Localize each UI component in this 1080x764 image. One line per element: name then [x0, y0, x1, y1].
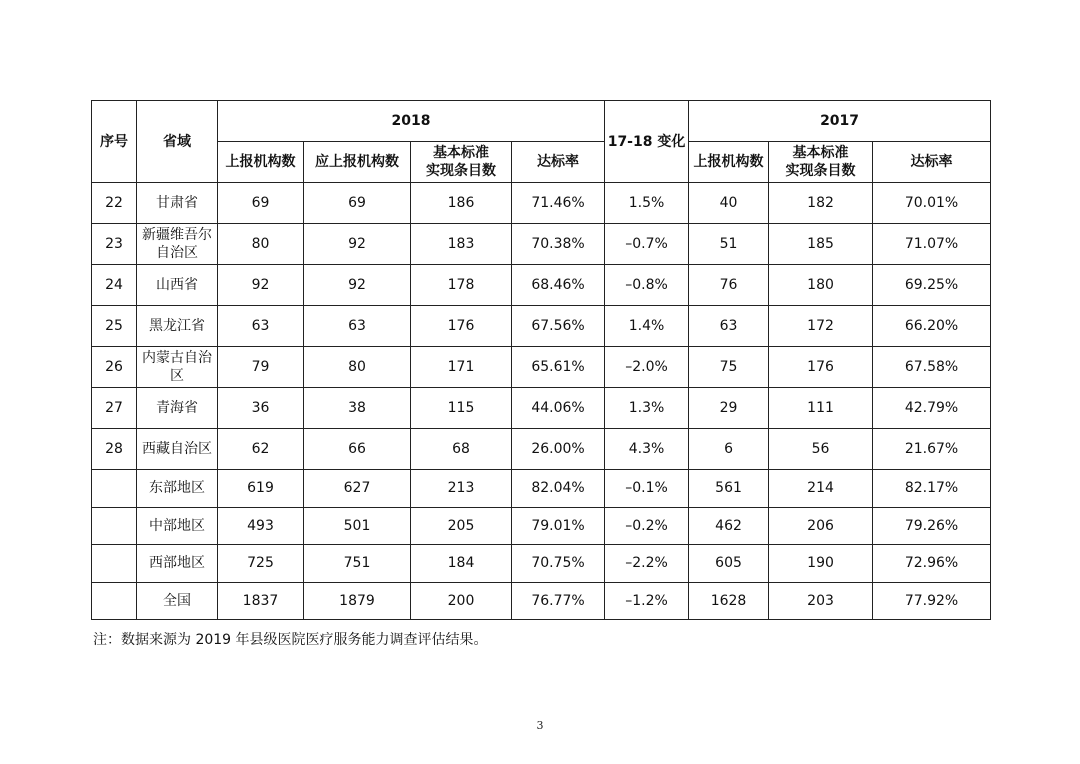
cell-2018-standard-items: 186	[411, 183, 512, 224]
cell-seq: 27	[92, 388, 137, 429]
province-name: 西藏自治区	[142, 441, 212, 457]
cell-2018-should-report: 80	[304, 347, 411, 388]
cell-2017-reported: 462	[689, 507, 769, 545]
cell-2018-standard-items: 171	[411, 347, 512, 388]
cell-change: 1.5%	[605, 183, 689, 224]
cell-2018-reported: 493	[218, 507, 304, 545]
cell-2017-standard-items: 206	[769, 507, 873, 545]
cell-province	[137, 507, 218, 545]
header-2018-reported: 上报机构数	[218, 142, 304, 183]
cell-2017-standard-items: 111	[769, 388, 873, 429]
cell-change: –0.1%	[605, 470, 689, 508]
province-name: 黑龙江省	[149, 318, 205, 334]
cell-2017-rate: 71.07%	[873, 224, 991, 265]
cell-province	[137, 347, 218, 388]
cell-2018-rate: 71.46%	[512, 183, 605, 224]
table-row	[92, 388, 991, 429]
cell-province	[137, 224, 218, 265]
cell-2018-should-report: 69	[304, 183, 411, 224]
cell-2018-reported: 1837	[218, 582, 304, 620]
header-2018-standard-items-text: 基本标准 实现条目数	[426, 145, 496, 179]
cell-2018-should-report: 66	[304, 429, 411, 470]
header-2017: 2017	[689, 101, 991, 142]
cell-change: 4.3%	[605, 429, 689, 470]
cell-province	[137, 183, 218, 224]
province-name: 全国	[163, 592, 191, 609]
cell-2017-rate: 42.79%	[873, 388, 991, 429]
cell-2018-reported: 62	[218, 429, 304, 470]
cell-2018-should-report: 63	[304, 306, 411, 347]
cell-2017-reported: 75	[689, 347, 769, 388]
cell-2017-rate: 67.58%	[873, 347, 991, 388]
table-row	[92, 582, 991, 620]
header-province: 省域	[137, 101, 218, 183]
cell-change: –2.2%	[605, 545, 689, 583]
cell-2018-rate: 65.61%	[512, 347, 605, 388]
cell-2017-standard-items: 182	[769, 183, 873, 224]
header-seq: 序号	[92, 101, 137, 183]
cell-2017-standard-items: 176	[769, 347, 873, 388]
cell-2018-rate: 26.00%	[512, 429, 605, 470]
cell-province	[137, 545, 218, 583]
table-header	[92, 101, 991, 183]
table-body	[92, 183, 991, 620]
cell-seq: 24	[92, 265, 137, 306]
cell-seq: 26	[92, 347, 137, 388]
cell-2018-rate: 44.06%	[512, 388, 605, 429]
cell-2018-should-report: 92	[304, 224, 411, 265]
cell-2018-rate: 70.75%	[512, 545, 605, 583]
cell-2017-reported: 51	[689, 224, 769, 265]
cell-seq: 22	[92, 183, 137, 224]
cell-2018-reported: 80	[218, 224, 304, 265]
cell-2017-standard-items: 203	[769, 582, 873, 620]
cell-2018-rate: 76.77%	[512, 582, 605, 620]
footnote: 注：数据来源为 2019 年县级医院医疗服务能力调查评估结果。	[93, 632, 488, 648]
cell-2017-rate: 21.67%	[873, 429, 991, 470]
cell-2017-reported: 76	[689, 265, 769, 306]
cell-2017-rate: 79.26%	[873, 507, 991, 545]
province-name: 新疆维吾尔自治区	[142, 227, 212, 261]
cell-2017-reported: 605	[689, 545, 769, 583]
cell-2018-reported: 92	[218, 265, 304, 306]
cell-2018-rate: 79.01%	[512, 507, 605, 545]
cell-2018-standard-items: 178	[411, 265, 512, 306]
header-2018-should-report: 应上报机构数	[304, 142, 411, 183]
cell-2017-standard-items: 214	[769, 470, 873, 508]
cell-2017-rate: 77.92%	[873, 582, 991, 620]
cell-2017-standard-items: 190	[769, 545, 873, 583]
header-2017-standard-items	[769, 142, 873, 183]
cell-province	[137, 470, 218, 508]
header-2018-rate: 达标率	[512, 142, 605, 183]
cell-seq	[92, 507, 137, 545]
cell-2018-standard-items: 68	[411, 429, 512, 470]
cell-2017-rate: 70.01%	[873, 183, 991, 224]
cell-2018-reported: 63	[218, 306, 304, 347]
table-row	[92, 265, 991, 306]
province-name: 青海省	[156, 400, 198, 416]
province-name: 山西省	[156, 277, 198, 293]
cell-2018-should-report: 1879	[304, 582, 411, 620]
header-2018: 2018	[218, 101, 605, 142]
cell-2018-reported: 69	[218, 183, 304, 224]
cell-2017-rate: 72.96%	[873, 545, 991, 583]
cell-change: –0.2%	[605, 507, 689, 545]
cell-2017-standard-items: 185	[769, 224, 873, 265]
cell-seq: 23	[92, 224, 137, 265]
header-row-2	[92, 142, 991, 183]
province-name: 东部地区	[149, 480, 205, 497]
cell-2018-standard-items: 213	[411, 470, 512, 508]
cell-2018-should-report: 751	[304, 545, 411, 583]
header-2017-reported: 上报机构数	[689, 142, 769, 183]
table-row	[92, 507, 991, 545]
cell-2018-reported: 79	[218, 347, 304, 388]
cell-2018-reported: 725	[218, 545, 304, 583]
cell-change: –0.8%	[605, 265, 689, 306]
cell-2017-standard-items: 172	[769, 306, 873, 347]
cell-2017-rate: 66.20%	[873, 306, 991, 347]
cell-change: –0.7%	[605, 224, 689, 265]
cell-province	[137, 388, 218, 429]
data-table	[91, 100, 991, 620]
cell-2018-should-report: 38	[304, 388, 411, 429]
cell-2017-rate: 69.25%	[873, 265, 991, 306]
cell-2018-reported: 36	[218, 388, 304, 429]
table-row	[92, 347, 991, 388]
cell-2017-rate: 82.17%	[873, 470, 991, 508]
header-change: 17-18 变化	[605, 101, 689, 183]
cell-change: 1.4%	[605, 306, 689, 347]
cell-2018-reported: 619	[218, 470, 304, 508]
cell-2017-reported: 40	[689, 183, 769, 224]
cell-2018-rate: 67.56%	[512, 306, 605, 347]
cell-2017-reported: 561	[689, 470, 769, 508]
cell-2018-should-report: 627	[304, 470, 411, 508]
province-name: 西部地区	[149, 555, 205, 572]
cell-2017-reported: 63	[689, 306, 769, 347]
table-row	[92, 429, 991, 470]
cell-province	[137, 306, 218, 347]
cell-2018-should-report: 92	[304, 265, 411, 306]
cell-2018-rate: 82.04%	[512, 470, 605, 508]
header-2018-standard-items	[411, 142, 512, 183]
province-name: 中部地区	[149, 517, 205, 534]
cell-change: –2.0%	[605, 347, 689, 388]
cell-change: –1.2%	[605, 582, 689, 620]
cell-2018-standard-items: 183	[411, 224, 512, 265]
cell-seq: 25	[92, 306, 137, 347]
cell-province	[137, 582, 218, 620]
cell-2018-should-report: 501	[304, 507, 411, 545]
cell-2018-rate: 70.38%	[512, 224, 605, 265]
province-name: 内蒙古自治区	[142, 350, 212, 384]
header-2017-rate: 达标率	[873, 142, 991, 183]
cell-2018-rate: 68.46%	[512, 265, 605, 306]
table-row	[92, 183, 991, 224]
cell-2017-standard-items: 180	[769, 265, 873, 306]
table-row	[92, 224, 991, 265]
table-row	[92, 306, 991, 347]
cell-2018-standard-items: 115	[411, 388, 512, 429]
cell-2018-standard-items: 184	[411, 545, 512, 583]
page-number: 3	[536, 719, 544, 732]
cell-2017-reported: 1628	[689, 582, 769, 620]
cell-seq: 28	[92, 429, 137, 470]
table-row	[92, 545, 991, 583]
cell-2017-reported: 29	[689, 388, 769, 429]
cell-seq	[92, 470, 137, 508]
header-row-1	[92, 101, 991, 142]
province-name: 甘肃省	[156, 195, 198, 211]
cell-seq	[92, 582, 137, 620]
table-row	[92, 470, 991, 508]
cell-2018-standard-items: 205	[411, 507, 512, 545]
cell-change: 1.3%	[605, 388, 689, 429]
header-2017-standard-items-text: 基本标准 实现条目数	[785, 145, 856, 179]
cell-seq	[92, 545, 137, 583]
cell-province	[137, 429, 218, 470]
cell-2018-standard-items: 200	[411, 582, 512, 620]
cell-province	[137, 265, 218, 306]
cell-2017-standard-items: 56	[769, 429, 873, 470]
cell-2017-reported: 6	[689, 429, 769, 470]
cell-2018-standard-items: 176	[411, 306, 512, 347]
